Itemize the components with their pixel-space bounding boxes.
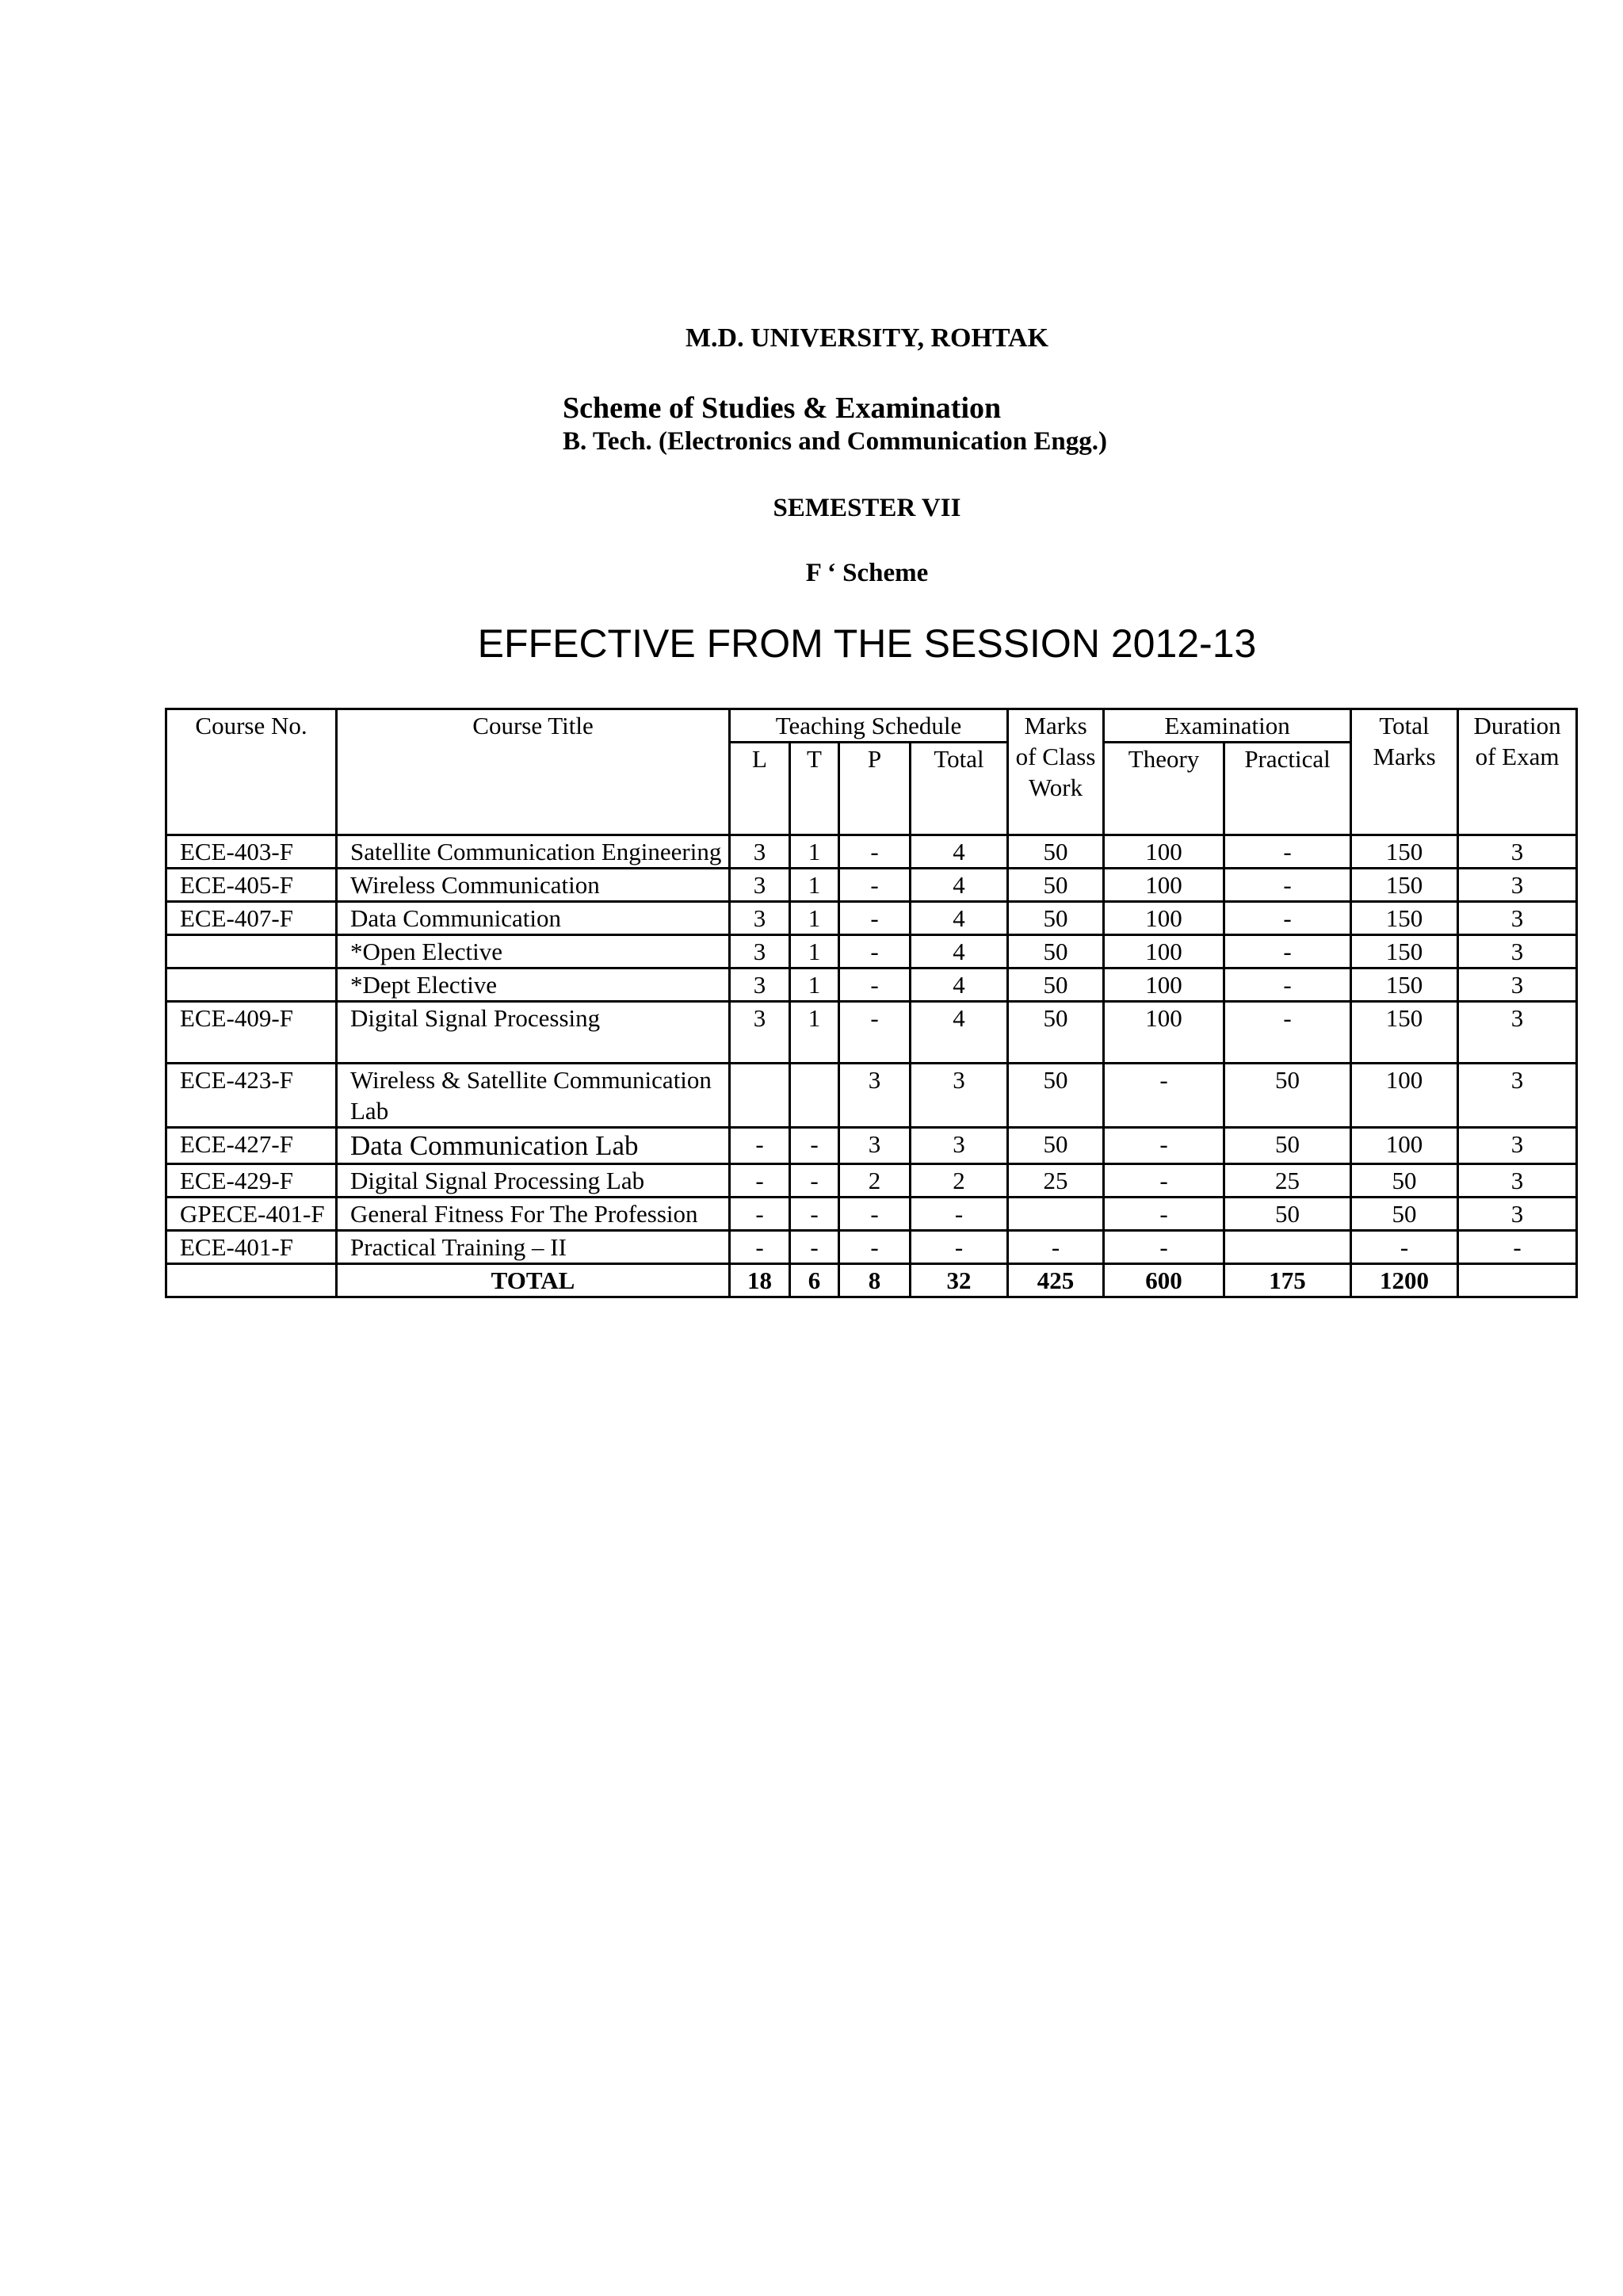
cell-p: 3 [839,1128,911,1164]
header-total-marks: Total Marks [1351,709,1458,835]
course-code: ECE-427-F [166,1128,337,1164]
course-code: GPECE-401-F [166,1198,337,1231]
cell-t: 1 [790,1002,839,1064]
cell-class-work [1008,1198,1104,1231]
cell-class-work: 50 [1008,935,1104,968]
cell-practical: 50 [1224,1064,1351,1128]
course-title: Data Communication [337,902,730,935]
cell-total: - [911,1198,1008,1231]
course-code: ECE-405-F [166,869,337,902]
cell-class-work: 50 [1008,968,1104,1002]
cell-theory: - [1104,1064,1224,1128]
cell-p: - [839,968,911,1002]
cell-l: 3 [730,968,790,1002]
cell-practical: - [1224,1002,1351,1064]
header-total: Total [911,743,1008,835]
table-row [166,835,1577,869]
cell-theory: 100 [1104,869,1224,902]
course-code: ECE-423-F [166,1064,337,1128]
cell-class-work: 50 [1008,902,1104,935]
cell-total-marks: 150 [1351,902,1458,935]
cell-t: 1 [790,835,839,869]
cell-duration: 3 [1458,935,1577,968]
header-p: P [839,743,911,835]
cell-total: 4 [911,835,1008,869]
cell-total-marks: 100 [1351,1064,1458,1128]
cell-t: 1 [790,869,839,902]
cell-class-work: 50 [1008,1128,1104,1164]
course-code: ECE-429-F [166,1164,337,1198]
cell-practical: 50 [1224,1198,1351,1231]
cell-p: - [839,1002,911,1064]
cell-p: - [839,1231,911,1264]
scheme-label: F ‘ Scheme [805,559,929,587]
cell-t: - [790,1128,839,1164]
total-class-work: 425 [1008,1264,1104,1297]
cell-p: - [839,869,911,902]
table-row [166,968,1577,1002]
course-code: ECE-403-F [166,835,337,869]
cell-duration: 3 [1458,1128,1577,1164]
cell-l: 3 [730,902,790,935]
cell-practical: - [1224,869,1351,902]
cell-l [730,1064,790,1128]
cell-l: - [730,1231,790,1264]
table-row [166,1128,1577,1164]
header-l: L [730,743,790,835]
cell-duration: 3 [1458,1002,1577,1064]
cell-t [790,1064,839,1128]
total-l: 18 [730,1264,790,1297]
cell-p: - [839,1198,911,1231]
cell-duration: 3 [1458,835,1577,869]
cell-class-work: 50 [1008,835,1104,869]
cell-total: 3 [911,1064,1008,1128]
course-title: General Fitness For The Profession [337,1198,730,1231]
cell-theory: 100 [1104,902,1224,935]
cell-theory: - [1104,1231,1224,1264]
cell-class-work: 25 [1008,1164,1104,1198]
cell-t: 1 [790,902,839,935]
course-code: ECE-401-F [166,1231,337,1264]
table-row [166,1231,1577,1264]
total-marks: 1200 [1351,1264,1458,1297]
cell-l: - [730,1128,790,1164]
course-title: Satellite Communication Engineering [337,835,730,869]
cell-total-marks: 50 [1351,1164,1458,1198]
table-row [166,935,1577,968]
table-header-row [166,709,1577,743]
cell-duration: 3 [1458,902,1577,935]
course-code [166,968,337,1002]
cell-l: 3 [730,935,790,968]
cell-t: - [790,1231,839,1264]
scheme-title: Scheme of Studies & Examination [563,392,1002,425]
course-title: Data Communication Lab [337,1128,730,1164]
cell-total: 4 [911,902,1008,935]
total-practical: 175 [1224,1264,1351,1297]
cell-total: 4 [911,968,1008,1002]
cell-theory: 100 [1104,835,1224,869]
header-marks-class-work: Marks of Class Work [1008,709,1104,835]
cell-duration: 3 [1458,1198,1577,1231]
cell-practical: - [1224,835,1351,869]
cell-practical: - [1224,935,1351,968]
cell-total-marks: 150 [1351,935,1458,968]
cell-total: - [911,1231,1008,1264]
total-total: 32 [911,1264,1008,1297]
cell-t: 1 [790,935,839,968]
header-course-no: Course No. [166,709,337,835]
course-code: ECE-409-F [166,1002,337,1064]
cell-p: - [839,935,911,968]
cell-duration: 3 [1458,1064,1577,1128]
cell-theory: - [1104,1198,1224,1231]
cell-total: 4 [911,869,1008,902]
course-title: Digital Signal Processing Lab [337,1164,730,1198]
cell-total-marks: 150 [1351,968,1458,1002]
table-row [166,1198,1577,1231]
course-title: *Dept Elective [337,968,730,1002]
cell-l: 3 [730,835,790,869]
cell-practical: - [1224,902,1351,935]
cell-t: - [790,1164,839,1198]
cell-total: 4 [911,1002,1008,1064]
cell-p: 2 [839,1164,911,1198]
cell-total-marks: 50 [1351,1198,1458,1231]
program-name: B. Tech. (Electronics and Communication Engg.) [563,427,1107,456]
header-practical: Practical [1224,743,1351,835]
effective-session: EFFECTIVE FROM THE SESSION 2012-13 [477,621,1257,666]
total-p: 8 [839,1264,911,1297]
cell-practical: 50 [1224,1128,1351,1164]
cell-theory: 100 [1104,968,1224,1002]
header-course-title: Course Title [337,709,730,835]
header-theory: Theory [1104,743,1224,835]
header-duration: Duration of Exam [1458,709,1577,835]
cell-total-marks: 150 [1351,869,1458,902]
course-title: Digital Signal Processing [337,1002,730,1064]
cell-class-work: - [1008,1231,1104,1264]
cell-duration: 3 [1458,869,1577,902]
cell-theory: 100 [1104,1002,1224,1064]
table-row [166,902,1577,935]
course-title: Wireless & Satellite Communication Lab [337,1064,730,1128]
cell-practical [1224,1231,1351,1264]
total-row [166,1264,1577,1297]
cell-total-marks: - [1351,1231,1458,1264]
header-examination: Examination [1104,709,1351,743]
table-row [166,1164,1577,1198]
table-row [166,1064,1577,1128]
total-label: TOTAL [337,1264,730,1297]
cell-theory: - [1104,1128,1224,1164]
table-row [166,1002,1577,1064]
cell-theory: - [1104,1164,1224,1198]
cell-t: 1 [790,968,839,1002]
cell-theory: 100 [1104,935,1224,968]
cell-l: 3 [730,869,790,902]
cell-duration: - [1458,1231,1577,1264]
cell-total-marks: 100 [1351,1128,1458,1164]
cell-l: 3 [730,1002,790,1064]
cell-l: - [730,1198,790,1231]
cell-l: - [730,1164,790,1198]
table-row [166,869,1577,902]
total-theory: 600 [1104,1264,1224,1297]
cell-total: 4 [911,935,1008,968]
scheme-table [165,708,1578,1298]
header-teaching-schedule: Teaching Schedule [730,709,1008,743]
course-code: ECE-407-F [166,902,337,935]
cell-total: 2 [911,1164,1008,1198]
cell-duration: 3 [1458,968,1577,1002]
course-title: Wireless Communication [337,869,730,902]
cell-p: - [839,835,911,869]
course-title: Practical Training – II [337,1231,730,1264]
total-empty-cell [166,1264,337,1297]
cell-practical: 25 [1224,1164,1351,1198]
semester-label: SEMESTER VII [773,494,961,522]
course-code [166,935,337,968]
total-duration-empty [1458,1264,1577,1297]
cell-p: 3 [839,1064,911,1128]
cell-total-marks: 150 [1351,1002,1458,1064]
cell-t: - [790,1198,839,1231]
course-title: *Open Elective [337,935,730,968]
cell-total-marks: 150 [1351,835,1458,869]
cell-total: 3 [911,1128,1008,1164]
cell-class-work: 50 [1008,1064,1104,1128]
cell-class-work: 50 [1008,1002,1104,1064]
university-name: M.D. UNIVERSITY, ROHTAK [685,323,1049,353]
total-t: 6 [790,1264,839,1297]
cell-duration: 3 [1458,1164,1577,1198]
cell-p: - [839,902,911,935]
cell-class-work: 50 [1008,869,1104,902]
cell-practical: - [1224,968,1351,1002]
header-t: T [790,743,839,835]
